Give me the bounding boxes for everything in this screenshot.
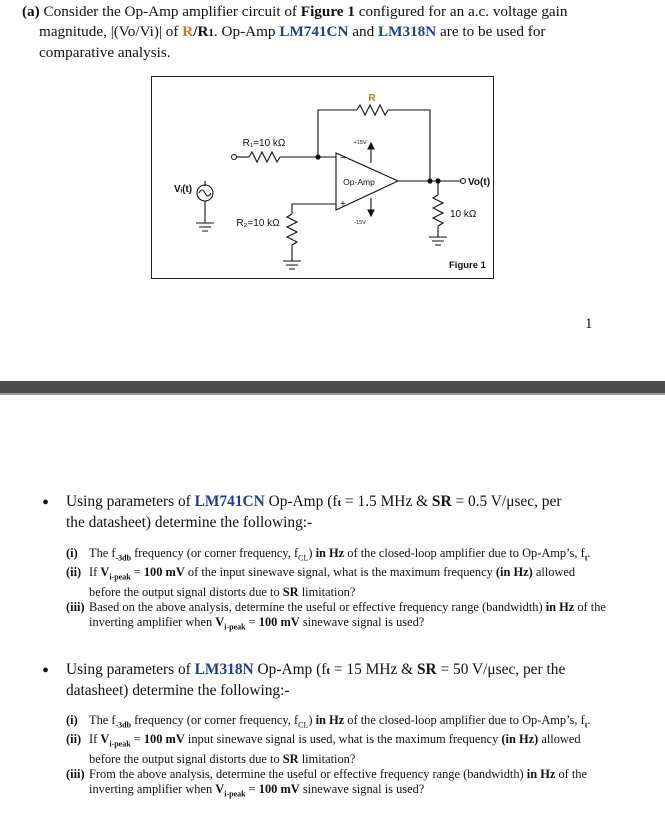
page-divider-shadow xyxy=(0,393,665,395)
label-vo: Vo(t) xyxy=(468,177,491,188)
part1-opamp: LM741CN xyxy=(194,493,265,510)
list-item: (iii) From the above analysis, determine the useful or effective frequency range (bandwidth) in Hz of the inverting amplifier when $V_{i-peak} = 100$ mV sinewave signal is used? xyxy=(66,766,587,799)
bullet-icon: • xyxy=(42,492,50,514)
question-line1-end: configured for an a.c. voltage gain xyxy=(358,3,568,20)
ratio-r1: R xyxy=(197,23,209,40)
list-item: (i) The $f_{-3db}$ frequency (or corner frequency, $f_{CL}$) in Hz of the closed-loop amplifier due to Op-Amp’s, $f_t$. xyxy=(66,713,591,730)
list-item: (iii) Based on the above analysis, determine the useful or effective frequency range (bandwidth) in Hz of the inverting amplifier when $V_{i-peak} = 100$ mV sinewave signal is used? xyxy=(66,599,606,632)
ratio-separator: / xyxy=(193,23,198,40)
question-line1: Consider the Op-Amp amplifier circuit of xyxy=(43,3,297,20)
label-vi: Vᵢ(t) xyxy=(174,184,193,195)
label-r1: R₁=10 kΩ xyxy=(242,138,286,149)
ac-sine-icon xyxy=(199,190,211,196)
label-vpos: +15V xyxy=(353,140,367,146)
label-r2: R₂=10 kΩ xyxy=(236,218,280,229)
r1-resistor xyxy=(249,152,280,162)
feedback-resistor xyxy=(357,105,388,115)
part1-intro: Using parameters of LM741CN Op-Amp (ft = 1.5 MHz & SR = 0.5 V/μsec, per the datasheet) determine the following:- xyxy=(66,493,562,531)
part2-intro: Using parameters of LM318N Op-Amp (ft = 15 MHz & SR = 50 V/μsec, per the datasheet) determine the following:- xyxy=(66,661,566,699)
figure-reference: Figure 1 xyxy=(300,3,355,20)
label-load: 10 kΩ xyxy=(450,209,477,220)
figure-1 xyxy=(151,76,494,279)
ratio-r: R xyxy=(182,23,194,40)
figure-caption: Figure 1 xyxy=(449,260,486,271)
question-label: (a) xyxy=(22,3,40,20)
noninv-wire xyxy=(292,204,336,214)
opamp-lm318: LM318N xyxy=(378,23,437,40)
page-number: 1 xyxy=(585,316,593,332)
part2-opamp: LM318N xyxy=(194,661,254,678)
input-terminal xyxy=(232,155,237,160)
junction-dot xyxy=(315,154,320,159)
question-and: and xyxy=(352,23,375,40)
ground-icon xyxy=(196,223,214,231)
vneg-arrow xyxy=(368,210,374,216)
label-noninverting: + xyxy=(340,199,346,210)
question-text xyxy=(22,2,642,63)
bullet-icon: • xyxy=(42,660,50,682)
load-resistor xyxy=(433,195,443,226)
feedback-wire-right xyxy=(388,110,430,181)
output-terminal xyxy=(461,179,466,184)
r2-resistor xyxy=(287,214,297,245)
list-item: (i) The $f_{-3db}$ frequency (or corner frequency, $f_{CL}$) in Hz of the closed-loop amplifier due to Op-Amp’s, $f_t$. xyxy=(66,546,591,563)
vpos-arrow xyxy=(368,143,374,149)
opamp-lm741: LM741CN xyxy=(279,23,349,40)
label-vneg: -15V xyxy=(354,220,366,226)
label-r: R xyxy=(368,93,376,104)
ground-icon xyxy=(283,261,301,269)
circuit-diagram xyxy=(152,77,493,278)
question-line2-end: are to be used for xyxy=(440,23,546,40)
page-divider xyxy=(0,381,665,393)
ground-icon xyxy=(429,237,447,245)
list-item: (ii) If $V_{i-peak} = 100$ mV input sinewave signal is used, what is the maximum frequency (in Hz) allowed before the output signal distorts due to SR limitation? xyxy=(66,732,581,766)
junction-dot xyxy=(435,178,440,183)
feedback-wire xyxy=(318,110,357,157)
question-line3: comparative analysis. xyxy=(39,44,171,61)
ratio-r1-sub: 1 xyxy=(208,27,214,39)
question-line2: magnitude, |(Vo/Vi)| of xyxy=(39,23,179,40)
part1-items xyxy=(66,546,606,634)
question-line2-mid: . Op-Amp xyxy=(213,23,276,40)
list-item: (ii) If $V_{i-peak} = 100$ mV of the input sinewave signal, what is the maximum frequency (in Hz) allowed before the output signal distorts due to SR limitation? xyxy=(66,565,576,599)
label-opamp: Op-Amp xyxy=(343,177,375,187)
part2-items xyxy=(66,713,606,801)
junction-dot xyxy=(427,178,432,183)
label-inverting: − xyxy=(340,153,346,164)
